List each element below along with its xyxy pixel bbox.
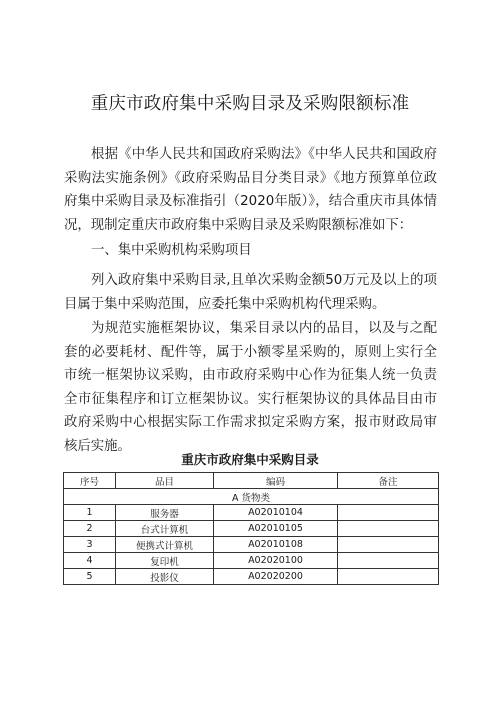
table-row — [64, 569, 439, 585]
section-heading: 一、集中采购机构采购项目 — [91, 243, 252, 258]
row-item: 服务器 — [116, 505, 214, 521]
row-code: A02010105 — [214, 521, 338, 537]
header-serial-number: 序号 — [64, 473, 116, 489]
table-row — [64, 505, 439, 521]
row-number: 5 — [64, 569, 116, 585]
row-item: 复印机 — [116, 553, 214, 569]
category-label: A 货物类 — [64, 489, 439, 505]
row-number: 1 — [64, 505, 116, 521]
header-remarks: 备注 — [338, 473, 439, 489]
row-number: 2 — [64, 521, 116, 537]
row-note — [338, 569, 439, 585]
table-title: 重庆市政府集中采购目录 — [181, 452, 319, 467]
row-code: A02010108 — [214, 537, 338, 553]
body-paragraph-1: 列入政府集中采购目录,且单次采购金额50万元及以上的项目属于集中采购范围，应委托集中采购机构代理采购。 — [64, 273, 437, 312]
header-item: 品目 — [116, 473, 214, 489]
row-note — [338, 521, 439, 537]
header-code: 编码 — [214, 473, 338, 489]
row-item: 便携式计算机 — [116, 537, 214, 553]
row-code: A02020200 — [214, 569, 338, 585]
table-row — [64, 537, 439, 553]
category-row — [64, 489, 439, 505]
row-note — [338, 537, 439, 553]
procurement-catalog-table — [63, 472, 439, 585]
table-row — [64, 521, 439, 537]
row-number: 3 — [64, 537, 116, 553]
row-code: A02020100 — [214, 553, 338, 569]
body-paragraph-2: 为规范实施框架协议，集采目录以内的品目，以及与之配套的必要耗材、配件等，属于小额零星采购的，原则上实行全市统一框架协议采购，由市政府采购中心作为征集人统一负责全市征集程序和订立框架协议。实行框架协议的具体品目由市政府采购中心根据实际工作需求拟定采购方案，报市财政局审核后实施。 — [64, 321, 437, 454]
document-title: 重庆市政府集中采购目录及采购限额标准 — [90, 94, 410, 114]
row-note — [338, 505, 439, 521]
table-header-row — [64, 473, 439, 489]
row-item: 投影仪 — [116, 569, 214, 585]
row-code: A02010104 — [214, 505, 338, 521]
row-item: 台式计算机 — [116, 521, 214, 537]
intro-paragraph: 根据《中华人民共和国政府采购法》《中华人民共和国政府采购法实施条例》《政府采购品目分类目录》《地方预算单位政府集中采购目录及标准指引（2020年版）》，结合重庆市具体情况，现制定重庆市政府集中采购目录及采购限额标准如下： — [64, 147, 437, 233]
row-note — [338, 553, 439, 569]
row-number: 4 — [64, 553, 116, 569]
table-row — [64, 553, 439, 569]
